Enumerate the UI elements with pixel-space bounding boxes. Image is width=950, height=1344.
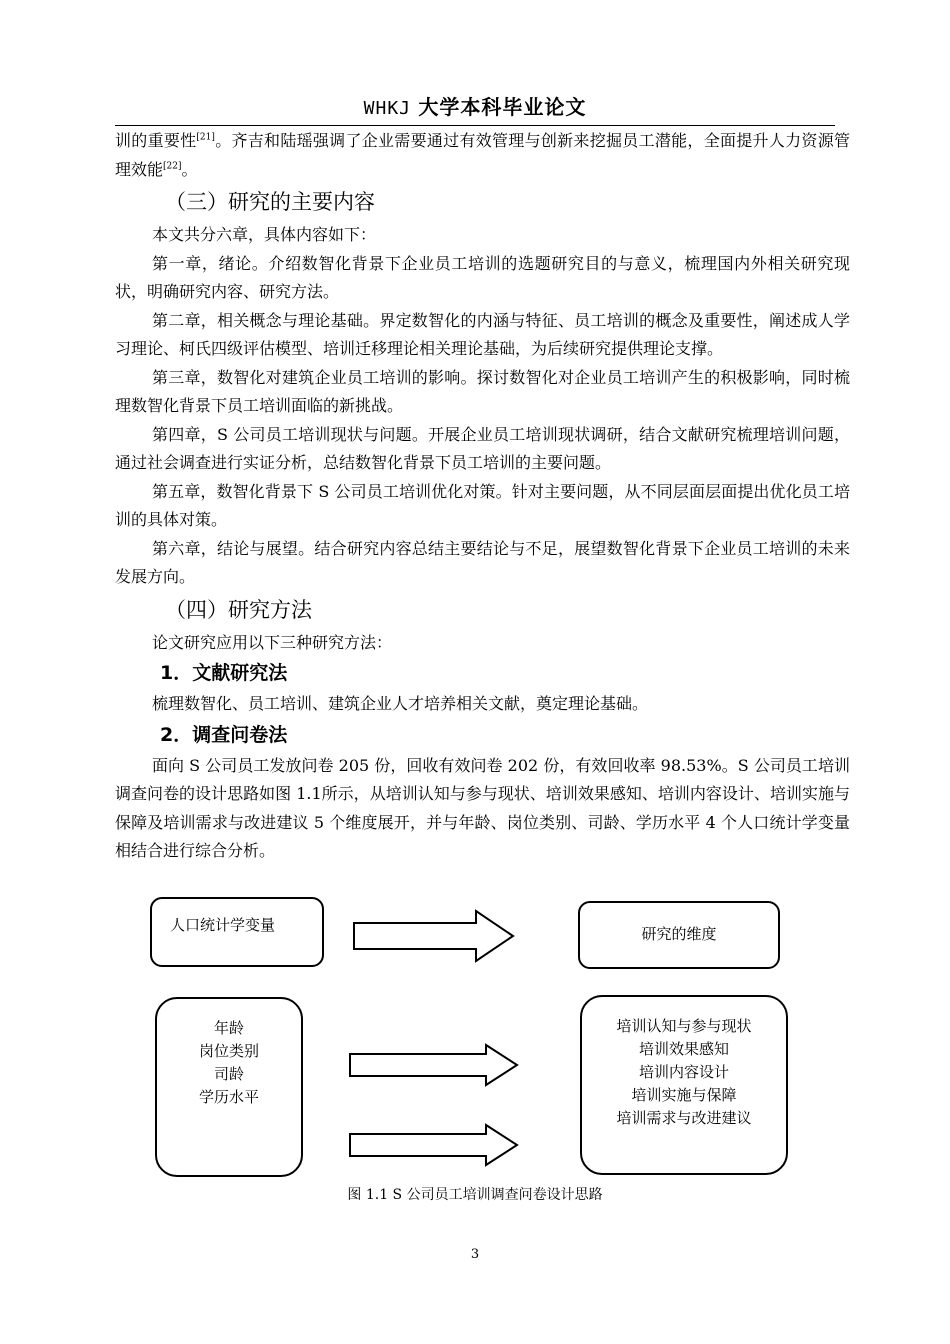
paragraph-methods-intro: 论文研究应用以下三种研究方法： [152, 632, 393, 652]
header-title: 大学本科毕业论文 [418, 95, 587, 119]
research-dimensions-list-box [580, 995, 788, 1175]
research-dimension-item: 培训认知与参与现状 [616, 1017, 752, 1035]
paragraph-chapter-4: 第四章，S 公司员工培训现状与问题。开展企业员工培训现状调研，结合文献研究梳理培训问题，通过社会调查进行实证分析，总结数智化背景下员工培训的主要问题。 [115, 424, 850, 472]
paragraph-questionnaire-method: 面向 S 公司员工发放问卷 205 份，回收有效问卷 202 份，有效回收率 98.53%。S 公司员工培训调查问卷的设计思路如图 1.1所示，从培训认知与参与现状、培训效果感知、培训内容设计、培训实施与保障及培训需求与改进建议 5 个维度展开，并与年龄、岗位类别、司龄、学历水平 4 个人口统计学变量相结合进行综合分析。 [115, 755, 850, 860]
demographic-variable-item: 年龄 [213, 1019, 244, 1037]
demographic-variables-title-box [150, 897, 324, 967]
figure-caption: 图 1.1 S 公司员工培训调查问卷设计思路 [347, 1187, 603, 1203]
paragraph-chapter-intro: 本文共分六章，具体内容如下： [152, 225, 377, 244]
arrow-right-bottom [348, 1123, 520, 1167]
section-heading-methods: （四）研究方法 [165, 597, 312, 622]
paragraph-continued: 训的重要性[21]。齐吉和陆瑶强调了企业需要通过有效管理与创新来挖掘员工潜能，全面提升人力资源管理效能[22]。 [115, 131, 850, 179]
citation-22: [22] [163, 161, 182, 172]
demographic-variables-title: 人口统计学变量 [170, 916, 276, 934]
subheading-questionnaire-method: 2．调查问卷法 [160, 723, 288, 746]
paragraph-chapter-2: 第二章，相关概念与理论基础。界定数智化的内涵与特征、员工培训的概念及重要性，阐述成人学习理论、柯氏四级评估模型、培训迁移理论相关理论基础，为后续研究提供理论支撑。 [115, 310, 850, 358]
research-dimension-item: 培训实施与保障 [631, 1086, 737, 1104]
paragraph-chapter-5: 第五章，数智化背景下 S 公司员工培训优化对策。针对主要问题，从不同层面层面提出优化员工培训的具体对策。 [115, 481, 850, 529]
page-number: 3 [470, 1247, 480, 1262]
demographic-variable-item: 司龄 [213, 1065, 244, 1083]
citation-21: [21] [196, 132, 215, 143]
body-text [115, 127, 850, 866]
section-heading-main-content: （三）研究的主要内容 [165, 190, 375, 214]
research-dimension-item: 培训效果感知 [638, 1040, 729, 1058]
demographic-variable-item: 学历水平 [198, 1088, 259, 1106]
research-dimensions-title: 研究的维度 [641, 925, 717, 943]
arrow-right-top [352, 909, 516, 963]
header-school-code: WHKJ [363, 98, 411, 119]
research-dimension-item: 培训内容设计 [638, 1063, 729, 1081]
subheading-literature-method: 1．文献研究法 [160, 662, 288, 684]
page-header [115, 92, 835, 122]
research-dimension-item: 培训需求与改进建议 [616, 1109, 752, 1127]
demographic-variables-list-box [155, 997, 303, 1177]
header-rule [115, 125, 835, 126]
paragraph-literature-method: 梳理数智化、员工培训、建筑企业人才培养相关文献，奠定理论基础。 [152, 694, 649, 713]
demographic-variable-item: 岗位类别 [198, 1042, 259, 1060]
paragraph-chapter-1: 第一章，绪论。介绍数智化背景下企业员工培训的选题研究目的与意义，梳理国内外相关研究现状，明确研究内容、研究方法。 [115, 253, 850, 301]
paragraph-chapter-6: 第六章，结论与展望。结合研究内容总结主要结论与不足，展望数智化背景下企业员工培训的未来发展方向。 [115, 538, 850, 586]
paragraph-chapter-3: 第三章，数智化对建筑企业员工培训的影响。探讨数智化对企业员工培训产生的积极影响，同时梳理数智化背景下员工培训面临的新挑战。 [115, 367, 850, 415]
arrow-right-middle [348, 1043, 520, 1087]
research-dimensions-title-box [578, 901, 780, 969]
